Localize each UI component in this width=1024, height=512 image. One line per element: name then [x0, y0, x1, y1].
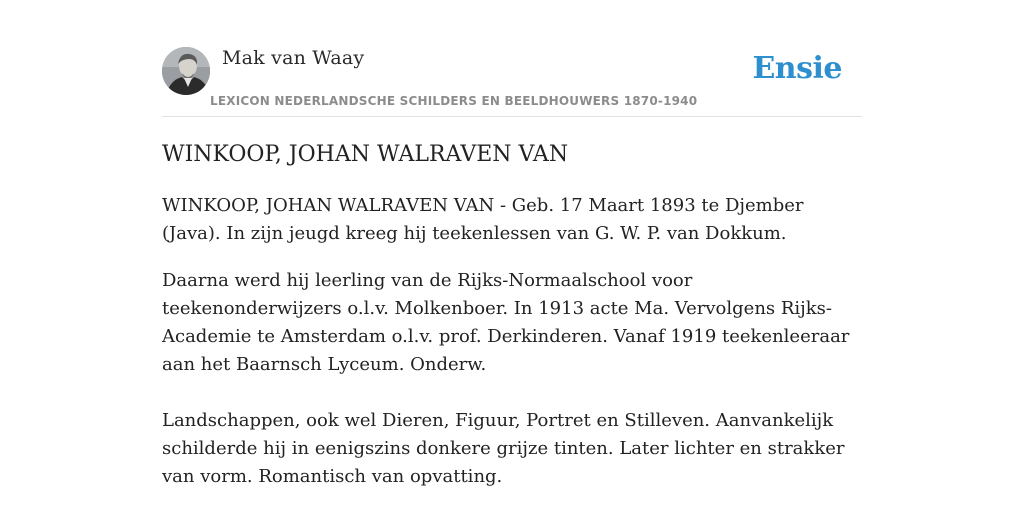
- page-title: WINKOOP, JOHAN WALRAVEN VAN: [162, 142, 569, 167]
- article-paragraph: WINKOOP, JOHAN WALRAVEN VAN - Geb. 17 Maart 1893 te Djember (Java). In zijn jeugd kreeg hij teekenlessen van G. W. P. van Dokkum.: [162, 195, 804, 244]
- header: [162, 0, 862, 117]
- article-body: [162, 192, 862, 510]
- portrait-icon: [162, 47, 210, 95]
- avatar[interactable]: [162, 47, 210, 95]
- page: [162, 0, 862, 512]
- article-paragraph: Daarna werd hij leerling van de Rijks-Normaalschool voor teekenonderwijzers o.l.v. Molkenboer. In 1913 acte Ma. Vervolgens Rijks-Academie te Amsterdam o.l.v. prof. Derkinderen. Vanaf 1919 teekenleeraar aan het Baarnsch Lyceum. Onderw.: [162, 270, 850, 375]
- author-name[interactable]: Mak van Waay: [222, 47, 365, 69]
- ensie-logo[interactable]: Ensie: [752, 51, 842, 86]
- lexicon-subtitle[interactable]: LEXICON NEDERLANDSCHE SCHILDERS EN BEELDHOUWERS 1870-1940: [210, 94, 698, 108]
- article-paragraph: Landschappen, ook wel Dieren, Figuur, Portret en Stilleven. Aanvankelijk schilderde hij in eenigszins donkere grijze tinten. Later lichter en strakker van vorm. Romantisch van opvatting.: [162, 410, 845, 487]
